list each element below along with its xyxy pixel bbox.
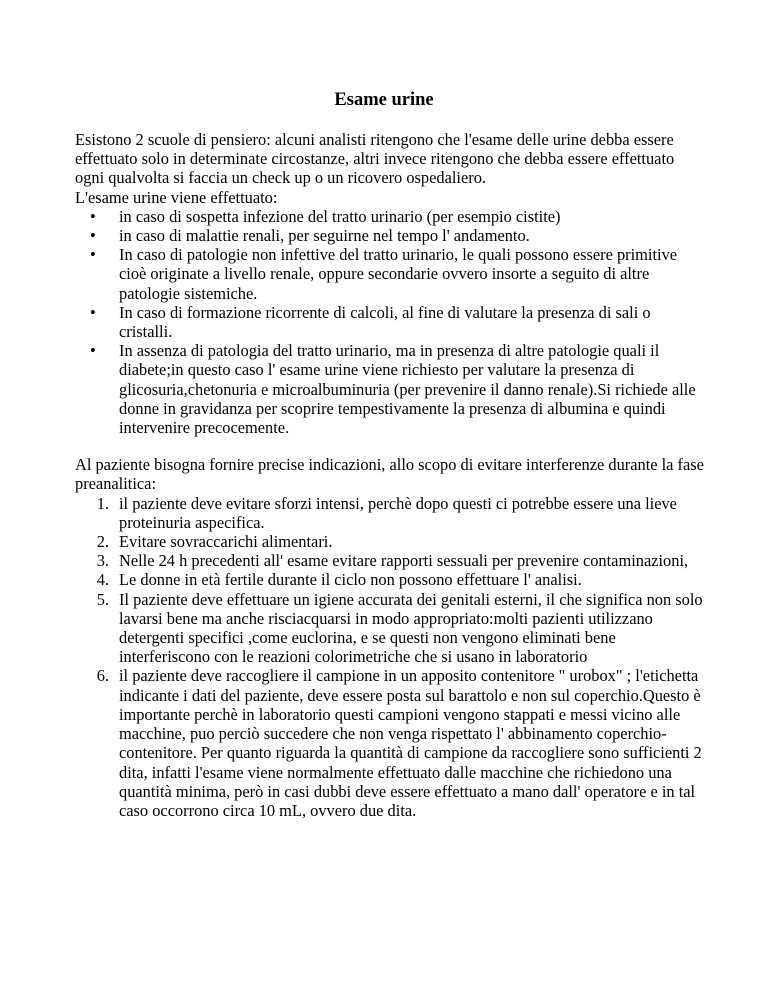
item-number: 4. [96, 570, 109, 590]
item-text: Evitare sovraccarichi alimentari. [119, 532, 333, 552]
list-item: • in caso di sospetta infezione del tratto urinario (per esempio cistite) [75, 207, 705, 226]
item-text: Le donne in età fertile durante il ciclo non possono effettuare l' analisi. [119, 570, 582, 590]
document-body [75, 130, 705, 820]
item-text: Il paziente deve effettuare un igiene accurata dei genitali esterni, il che significa non solo lavarsi bene ma anche risciacquarsi in modo appropriato:molti pazienti utilizzano detergenti specifici ,come euclorina, e se questi non vengono eliminati bene interferiscono con le reazioni colorimetriche che si usano in laboratorio [119, 589, 703, 667]
item-text: il paziente deve evitare sforzi intensi, perchè dopo questi ci potrebbe essere una lieve proteinuria aspecifica. [119, 493, 677, 532]
item-number: 6. [96, 666, 109, 686]
item-number: 3. [96, 551, 109, 571]
preanalytic-intro: Al paziente bisogna fornire precise indicazioni, allo scopo di evitare interferenze durante la fase preanalitica: [75, 455, 704, 494]
list-item: • in caso di malattie renali, per seguirne nel tempo l' andamento. [75, 226, 705, 245]
list-item [75, 590, 705, 667]
bullet-list [75, 207, 705, 437]
item-number: 1. [96, 493, 109, 513]
item-number: 2. [96, 532, 109, 552]
list-item [75, 494, 705, 532]
list-item [75, 532, 705, 551]
item-text: Nelle 24 h precedenti all' esame evitare rapporti sessuali per prevenire contaminazioni, [119, 551, 689, 571]
intro-paragraph: Esistono 2 scuole di pensiero: alcuni analisti ritengono che l'esame delle urine debba essere effettuato solo in determinate circostanze, altri invece ritengono che debba essere effettuato ogni qualvolta si faccia un check up o un ricovero ospedaliero. [75, 130, 675, 188]
list-item: • In caso di patologie non infettive del tratto urinario, le quali possono essere primitive cioè originate a livello renale, oppure secondarie ovvero insorte a seguito di altre patologie sistemiche. [75, 245, 705, 303]
item-text: il paziente deve raccogliere il campione in un apposito contenitore " urobox" ; l'etichetta indicante i dati del paziente, deve essere posta sul barattolo e non sul coperchio.Questo è importante perchè in laboratorio questi campioni vengono stappati e messi vicino alle macchine, puo perciò succedere che non venga rispettato l' abbinamento coperchio-contenitore. Per quanto riguarda la quantità di campione da raccogliere sono sufficienti 2 dita, infatti l'esame viene normalmente effettuato dalle macchine che richiedono una quantità minima, però in casi dubbi deve essere effettuato a mano dall' operatore e in tal caso occorrono circa 10 mL, ovvero due dita. [119, 666, 702, 820]
list-item: • In caso di formazione ricorrente di calcoli, al fine di valutare la presenza di sali o cristalli. [75, 303, 705, 341]
numbered-list [75, 494, 705, 820]
list-lead: L'esame urine viene effettuato: [75, 187, 278, 207]
paragraph-spacer [75, 437, 705, 455]
item-number: 5. [96, 589, 109, 609]
list-item [75, 666, 705, 820]
list-item [75, 570, 705, 589]
list-item: • In assenza di patologia del tratto urinario, ma in presenza di altre patologie quali il diabete;in questo caso l' esame urine viene richiesto per valutare la presenza di glicosuria,chetonuria e microalbuminuria (per prevenire il danno renale).Si richiede alle donne in gravidanza per scoprire tempestivamente la presenza di albumina e quindi intervenire precocemente. [75, 341, 705, 437]
list-item [75, 551, 705, 570]
page-title: Esame urine [334, 90, 434, 110]
